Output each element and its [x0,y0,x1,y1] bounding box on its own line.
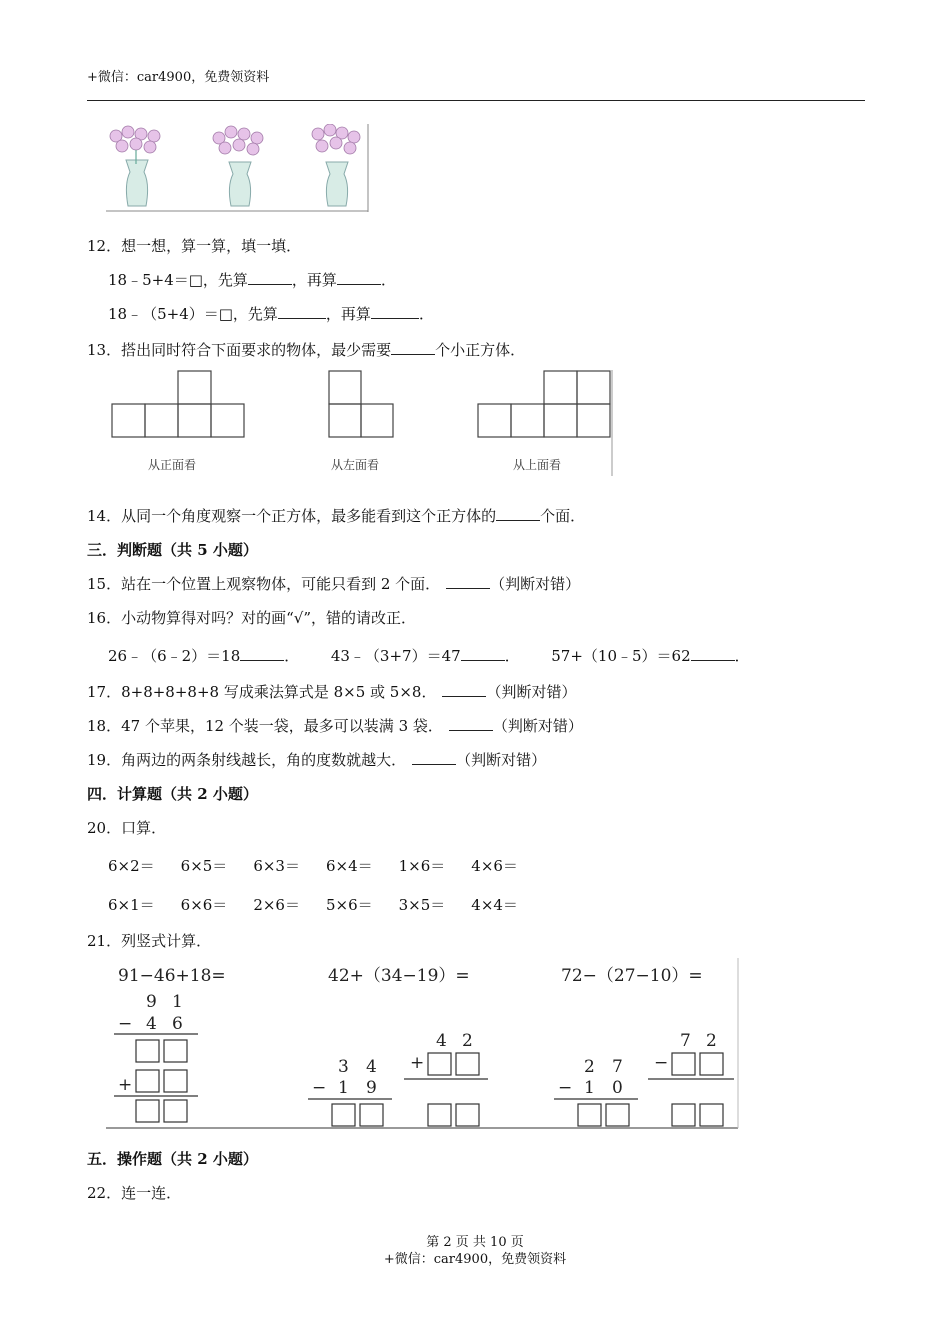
q16-item-1: 26﹣（6﹣2）＝18 [108,647,241,665]
page-footer: +微信：car4900，免费领资料 [383,1252,567,1267]
q21-vertical-calc-figure [106,958,740,1130]
answer-blank[interactable] [691,646,735,661]
header-divider [87,100,865,101]
oral-calc: 6×3＝ [253,857,300,875]
view-label-top: 从上面看 [513,458,562,472]
minus-sign: − [312,1078,327,1098]
q22-title: 22．连一连． [87,1184,182,1202]
view-label-front: 从正面看 [148,458,197,472]
calc-expr-1: 91−46+18= [118,966,226,986]
minus-sign: − [558,1078,573,1098]
oral-calc: 6×6＝ [180,896,228,914]
q13-title-a: 13．搭出同时符合下面要求的物体，最少需要 [87,341,392,359]
digit: 9 [366,1078,377,1098]
q13-views-figure [108,368,618,478]
digit: 1 [172,992,183,1012]
answer-blank[interactable] [449,716,493,731]
q18-line [87,716,583,736]
answer-blank[interactable] [496,506,540,521]
answer-blank[interactable] [248,270,292,285]
section-5-heading: 五．操作题（共 2 小题） [87,1150,258,1168]
oral-calc: 5×6＝ [325,896,373,914]
oral-calc: 2×6＝ [253,896,300,914]
q15-text-b: （判断对错） [490,575,581,593]
q13-title [87,340,525,360]
q16-item-3: 57+（10﹣5）＝62 [551,647,691,665]
q12-line1 [108,270,396,290]
minus-sign: − [654,1053,669,1073]
digit: 2 [584,1057,595,1077]
q12-title: 12．想一想，算一算，填一填． [87,237,302,255]
q19-text-a: 19．角两边的两条射线越长，角的度数就越大． [87,751,407,769]
q20-row-1 [108,855,544,876]
q13-title-b: 个小正方体． [435,341,526,359]
answer-blank[interactable] [371,304,419,319]
q20-row-2 [108,894,544,915]
answer-blank[interactable] [391,340,435,355]
q20-title: 20．口算． [87,819,167,837]
digit: 6 [172,1014,183,1034]
minus-sign: − [118,1014,133,1034]
q19-line [87,750,546,770]
vase-2 [213,126,263,206]
digit: 7 [680,1031,691,1051]
q12-line1-text-b: ，再算 [291,271,337,289]
q14-line [87,506,585,526]
q12-line1-text-c: ． [380,271,396,289]
answer-blank[interactable] [337,270,381,285]
oral-calc: 4×6＝ [471,857,518,875]
q21-title: 21．列竖式计算． [87,932,212,950]
oral-calc: 6×5＝ [180,857,228,875]
view-label-left: 从左面看 [331,458,380,472]
digit: 1 [584,1078,595,1098]
q16-item-2-end: ． [504,647,520,665]
digit: 4 [366,1057,377,1077]
q12-line2-text-c: ． [418,305,434,323]
answer-blank[interactable] [240,646,284,661]
vase-1 [110,126,160,206]
q14-text-a: 14．从同一个角度观察一个正方体，最多能看到这个正方体的 [87,507,497,525]
oral-calc: 6×2＝ [108,857,155,875]
section-4-heading: 四．计算题（共 2 小题） [87,785,258,803]
vase-3 [312,124,360,206]
calc-expr-2: 42+（34−19）= [328,966,470,986]
digit: 4 [436,1031,447,1051]
answer-blank[interactable] [442,682,486,697]
q17-line [87,682,576,702]
q16-items [108,646,750,666]
q12-line2-text-b: ，再算 [325,305,371,323]
answer-blank[interactable] [461,646,505,661]
q12-line1-text-a: 18﹣5+4＝□，先算 [108,271,248,289]
q19-text-b: （判断对错） [456,751,547,769]
calc-expr-3: 72−（27−10）= [561,966,703,986]
digit: 2 [462,1031,473,1051]
oral-calc: 3×5＝ [398,896,446,914]
digit: 0 [612,1078,623,1098]
q15-line [87,574,580,594]
oral-calc: 6×1＝ [108,896,155,914]
flower-vases-image [106,124,369,212]
q16-title: 16．小动物算得对吗？对的画“√”，错的请改正． [87,609,416,627]
digit: 4 [146,1014,157,1034]
q16-item-3-end: ． [734,647,750,665]
q12-line2-text-a: 18﹣（5+4）＝□，先算 [108,305,278,323]
q17-text-a: 17．8+8+8+8+8 写成乘法算式是 8×5 或 5×8． [87,683,437,701]
answer-blank[interactable] [412,750,456,765]
q14-text-b: 个面． [540,507,586,525]
digit: 7 [612,1057,623,1077]
digit: 3 [338,1057,349,1077]
q15-text-a: 15．站在一个位置上观察物体，可能只看到 2 个面． [87,575,441,593]
section-3-heading: 三．判断题（共 5 小题） [87,541,258,559]
oral-calc: 4×4＝ [471,896,518,914]
digit: 2 [706,1031,717,1051]
q18-text-a: 18．47 个苹果，12 个装一袋，最多可以装满 3 袋． [87,717,443,735]
plus-sign: + [118,1075,133,1095]
answer-blank[interactable] [278,304,326,319]
q16-item-2: 43﹣（3+7）＝47 [330,647,461,665]
page-header: +微信：car4900，免费领资料 [87,70,270,85]
oral-calc: 1×6＝ [398,857,446,875]
page-number: 第 2 页 共 10 页 [426,1235,524,1250]
q17-text-b: （判断对错） [486,683,577,701]
digit: 1 [338,1078,349,1098]
answer-blank[interactable] [446,574,490,589]
q18-text-b: （判断对错） [492,717,583,735]
plus-sign: + [410,1053,425,1073]
q16-item-1-end: ． [284,647,300,665]
q12-line2 [108,304,434,324]
digit: 9 [146,992,157,1012]
oral-calc: 6×4＝ [325,857,373,875]
